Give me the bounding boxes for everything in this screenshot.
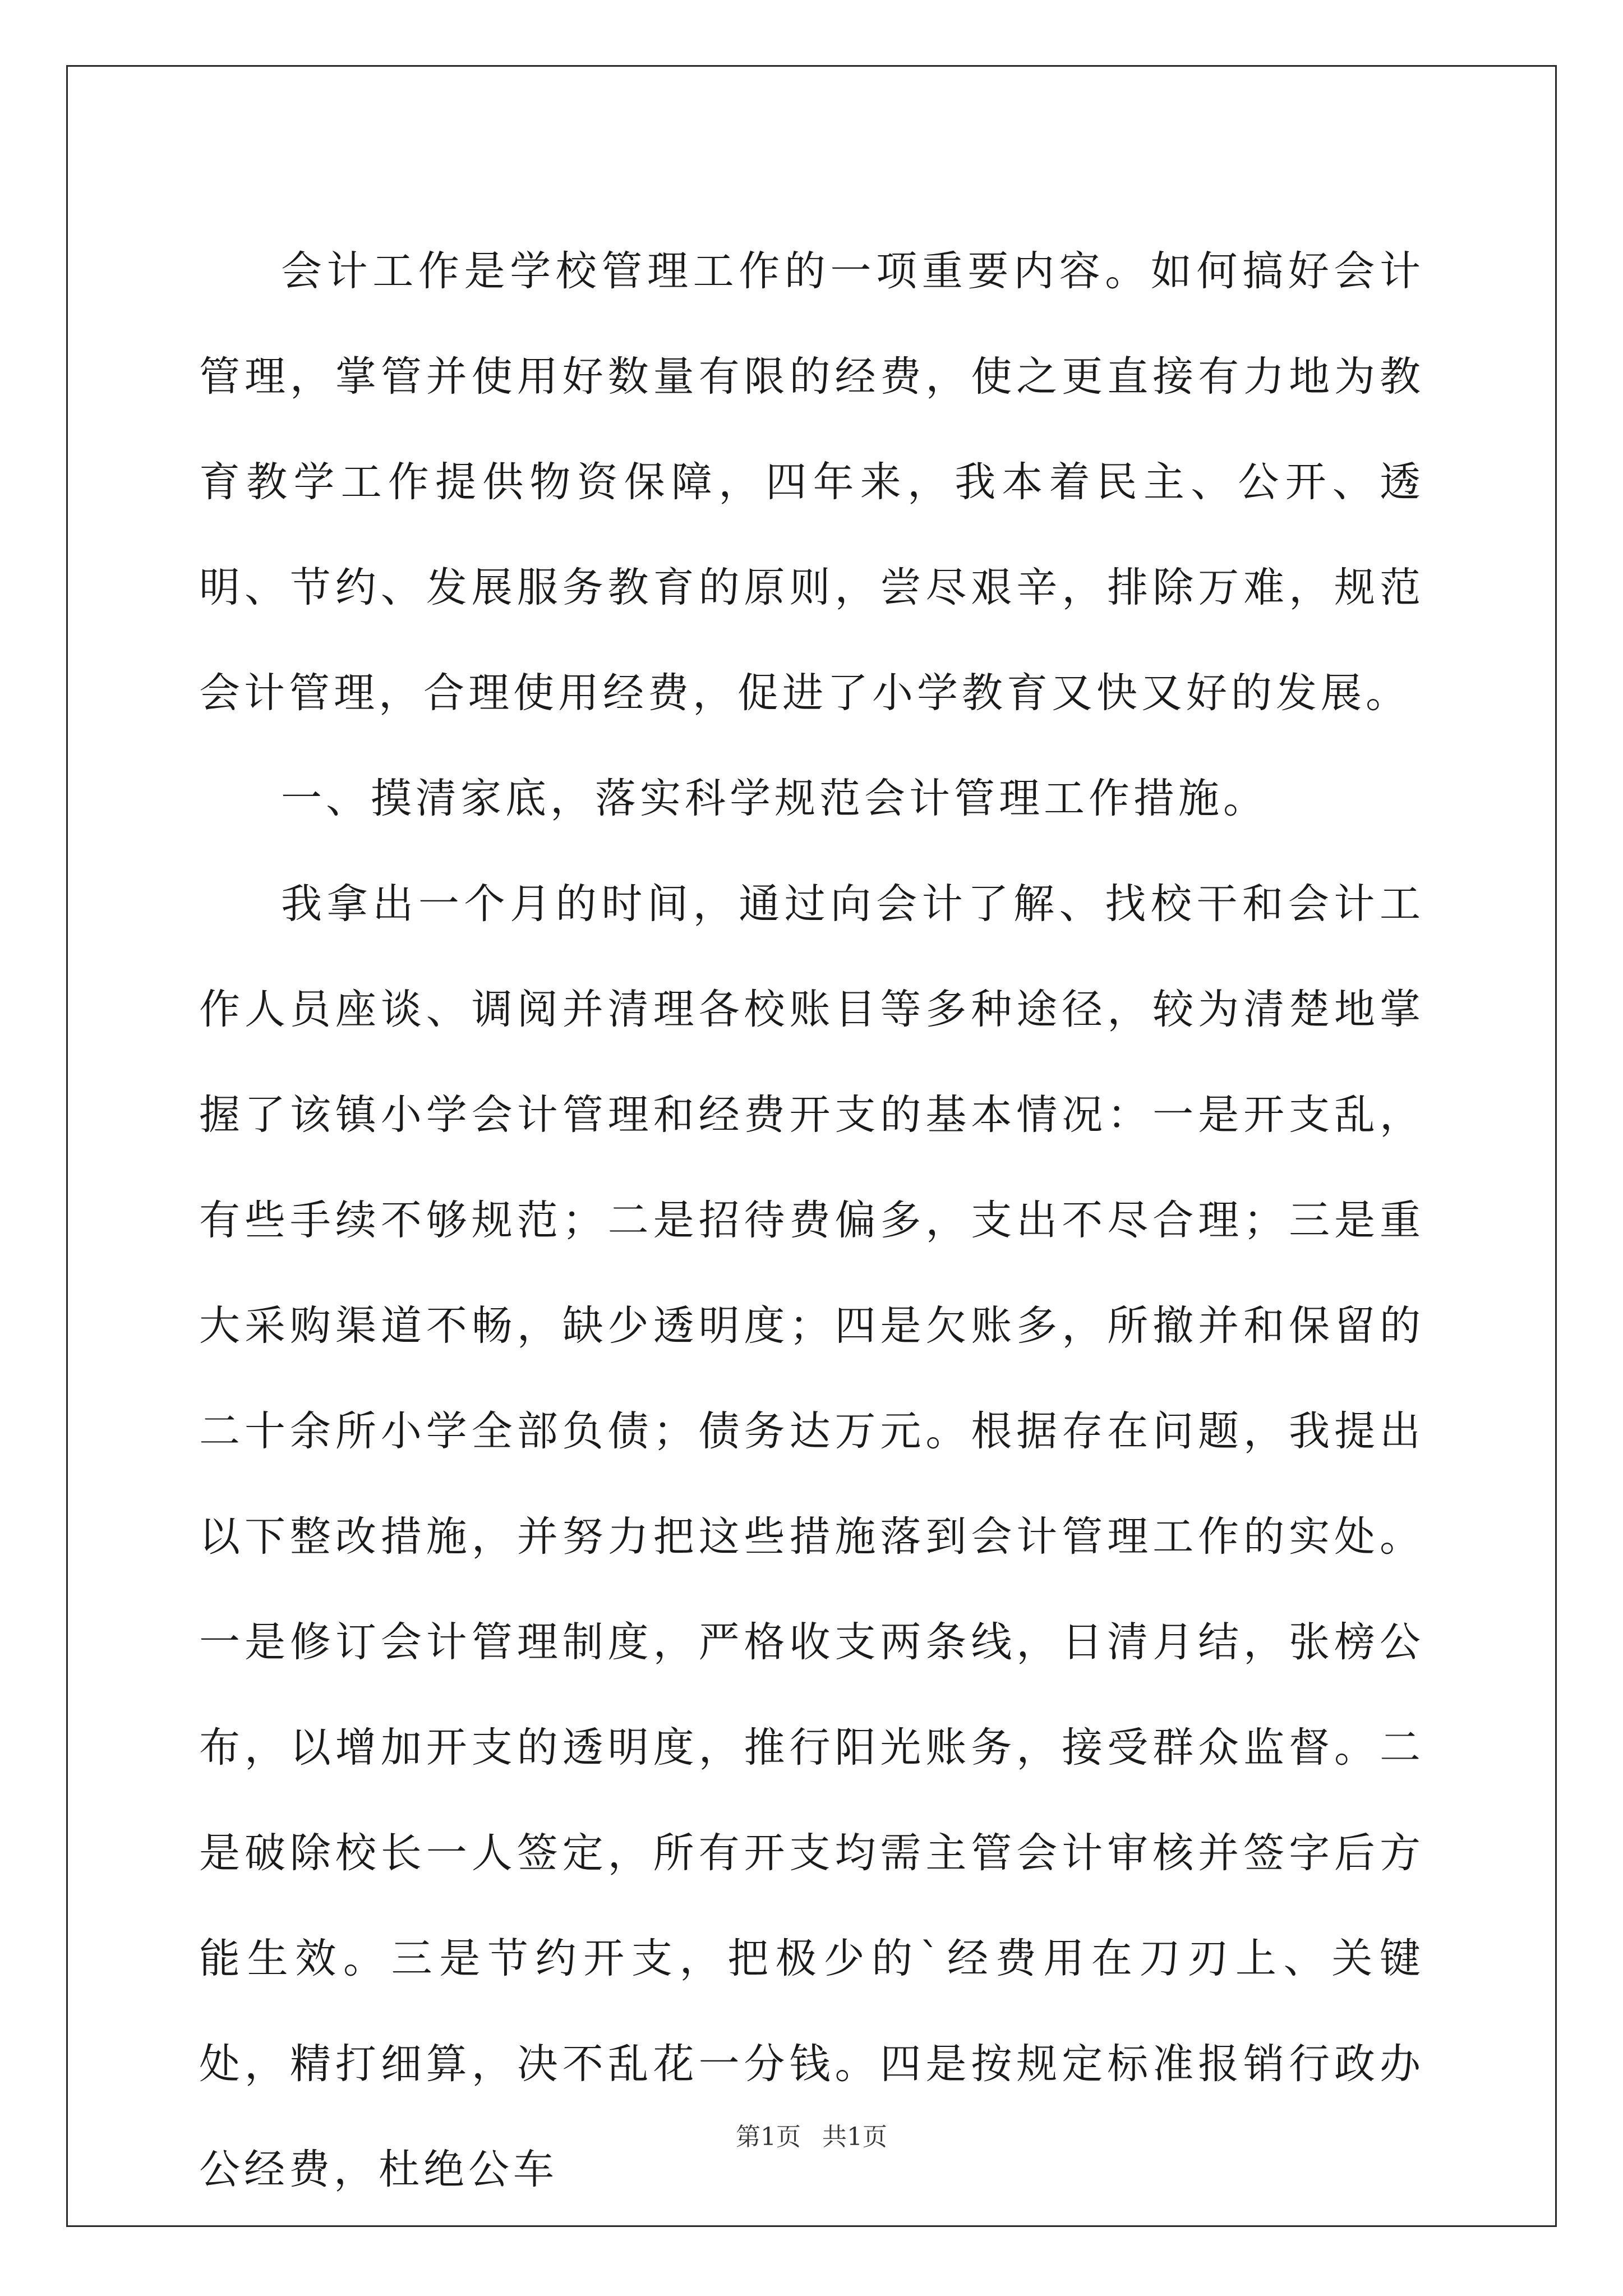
section-heading-1: 一、摸清家底，落实科学规范会计管理工作措施。: [281, 775, 1268, 822]
page-footer: [0, 2120, 1623, 2154]
paragraph-intro: 会计工作是学校管理工作的一项重要内容。如何搞好会计管理，掌管并使用好数量有限的经费，使之更直接有力地为教育教学工作提供物资保障，四年来，我本着民主、公开、透明、节约、发展服务教育的原则，尝尽艰辛，排除万难，规范会计管理，合理使用经费，促进了小学教育又快又好的发展。: [199, 247, 1424, 717]
page-number-current: 第1页: [736, 2123, 801, 2151]
page-number-total: 共1页: [822, 2123, 887, 2151]
document-body: [199, 219, 1424, 2223]
paragraph-section-1: 我拿出一个月的时间，通过向会计了解、找校干和会计工作人员座谈、调阅并清理各校账目等多种途径，较为清楚地掌握了该镇小学会计管理和经费开支的基本情况：一是开支乱，有些手续不够规范；二是招待费偏多，支出不尽合理；三是重大采购渠道不畅，缺少透明度；四是欠账多，所撤并和保留的二十余所小学全部负债；债务达万元。根据存在问题，我提出以下整改措施，并努力把这些措施落到会计管理工作的实处。一是修订会计管理制度，严格收支两条线，日清月结，张榜公布，以增加开支的透明度，推行阳光账务，接受群众监督。二是破除校长一人签定，所有开支均需主管会计审核并签字后方能生效。三是节约开支，把极少的`经费用在刀刃上、关键处，精打细算，决不乱花一分钱。四是按规定标准报销行政办公经费，杜绝公车: [199, 880, 1424, 2193]
